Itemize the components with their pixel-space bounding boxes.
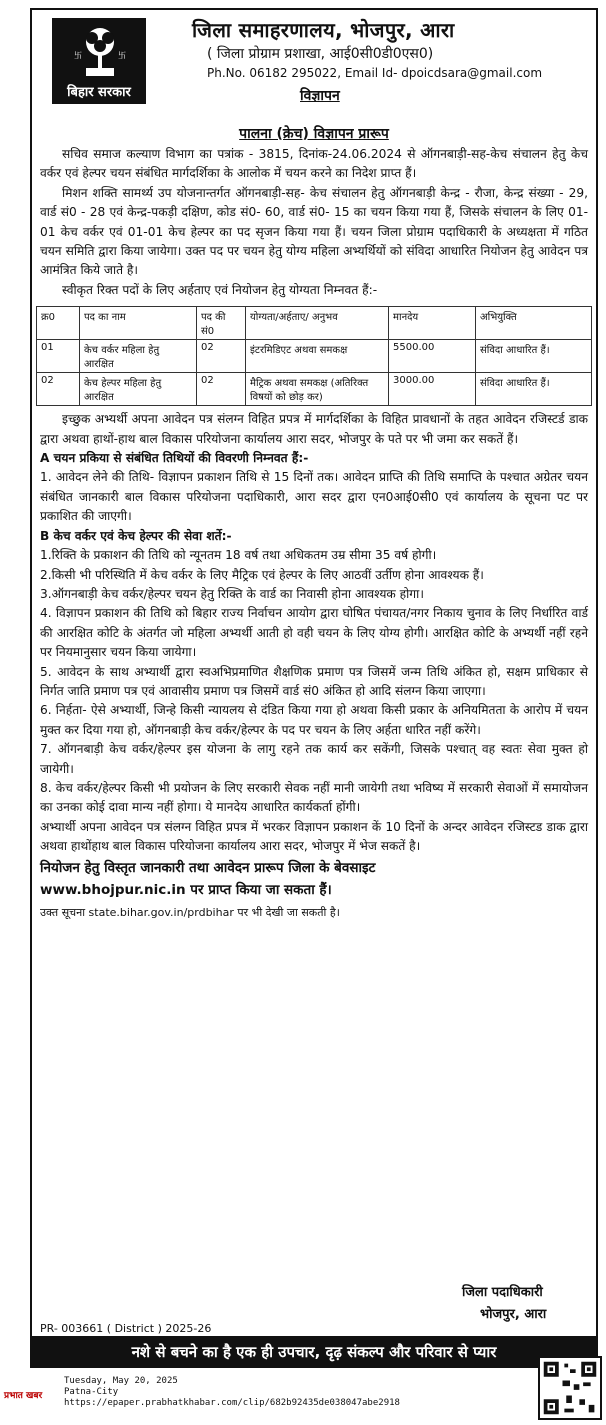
table-cell: 02 [197,340,246,373]
advertisement-sheet [30,8,598,1368]
table-header: क्र0 [37,307,80,340]
contact-line: Ph.No. 06182 295022, Email Id- dpoicdsara@gmail.com [207,66,543,80]
clipping-meta [64,1376,400,1409]
header [32,10,596,102]
signature-place: भोजपुर, आरा [480,1307,547,1322]
office-title: जिला समाहरणालय, भोजपुर, आरा [192,18,455,42]
pr-number: PR- 003661 ( District ) 2025-26 [40,1322,212,1335]
list-item: 6. निर्हता- ऐसे अभ्यार्थी, जिन्हे किसी न्यायलय से दंडित किया गया हो अथवा किसी प्रकार के अनियमितता के आरोप में चयन मुक्त कर दिया गया हो, ऑगनबाड़ी केच वर्कर/हेल्पर के पद पर चयन के लिए अर्हता धारित नहीं करेंगे। [40,703,588,737]
slogan-banner: नशे से बचने का है एक ही उपचार, दृढ़ संकल्प और परिवार से प्यार [30,1336,598,1368]
table-cell: इंटरमिडिएट अथवा समकक्ष [246,340,389,373]
table-row [37,340,592,373]
list-item: 3.ऑगनबाड़ी केच वर्कर/हेल्पर चयन हेतु रिक्ति के वार्ड का निवासी होना आवश्यक होगा। [40,586,424,601]
emblem-caption: बिहार सरकार [67,85,131,100]
table-cell: संविदा आधारित हैं। [476,340,592,373]
clip-date: Tuesday, May 20, 2025 [64,1376,178,1386]
list-item: 7. ऑगनबाड़ी केच वर्कर/हेल्पर इस योजना के लागु रहने तक कार्य कर सकेंगी, जिसके पश्चात् वह स्वतः सेवा मुक्त हो जायेगी। [40,742,588,776]
signature-title: जिला पदाधिकारी [462,1285,543,1300]
vacancy-table [36,306,592,406]
ad-title: पालना (क्रेच) विज्ञापन प्रारूप [239,126,389,142]
table-cell: संविदा आधारित हैं। [476,373,592,406]
clip-url[interactable]: https://epaper.prabhatkhabar.com/clip/682b92435de038047abe2918 [64,1398,400,1408]
office-wing: ( जिला प्रोग्राम प्रशाखा, आई0सी0डी0एस0) [207,46,434,62]
table-header: पद की सं0 [197,307,246,340]
paragraph-closing: अभ्यार्थी अपना आवेदन पत्र संलग्न विहित प्रपत्र में भरकर विज्ञापन प्रकाशन कें 10 दिनों के अन्दर आवेदन रजिस्टड डाक द्वारा अथवा हाथोंहाथ बाल विकास परियोजना कार्यालय आरा सदर, भोजपुर में भेज सकतें है। [40,819,588,854]
table-cell: 3000.00 [389,373,476,406]
list-item: 2.किसी भी परिस्थिति में केच वर्कर के लिए मैट्रिक एवं हेल्पर के लिए आठवीं उर्तीण होना आवश्यक हैं। [40,567,484,582]
table-header: पद का नाम [80,307,197,340]
website-line-1: नियोजन हेतु विस्तृत जानकारी तथा आवेदन प्रारूप जिला के बेवसाइट [40,859,376,876]
svg-text:卐: 卐 [118,51,126,60]
table-cell: 5500.00 [389,340,476,373]
table-cell: केच हेल्पर महिला हेतु आरक्षित [80,373,197,406]
qr-code-icon [538,1356,602,1420]
table-header: मानदेय [389,307,476,340]
list-item: 8. केच वर्कर/हेल्पर किसी भी प्रयोजन के लिए सरकारी सेवक नहीं मानी जायेगी तथा भविष्य में सरकारी सेवाओं में समायोजन का उनका कोई दावा मान्य नहीं होगा। ये मानदेय आधारित कार्यकर्ता होंगी। [40,780,588,815]
clipping-footer [0,1370,606,1425]
list-item: 1. आवेदन लेने की तिथि- विज्ञापन प्रकाशन तिथि से 15 दिनों तक। आवेदन प्राप्ति की तिथि समाप्ति के पश्चात अग्रेतर चयन संबंधित जानकारी बाल विकास परियोजना पदाधिकारी, आरा सदर द्वारा एन0आई0सी0 एवं कार्यालय के सूचना पट पर प्रकाशित की जाएगी। [40,470,588,524]
ad-label: विज्ञापन [300,88,340,104]
table-cell: 02 [37,373,80,406]
section-a-heading: A चयन प्रकिया से संबंधित तिथियों की विवरणी निम्नवत हैं:- [40,451,309,466]
table-header: अभियुक्ति [476,307,592,340]
paragraph-mission: मिशन शक्ति सामर्थ्य उप योजनान्तर्गत ऑगनबाड़ी-सह- केच संचालन हेतु ऑगनबाड़ी केन्द्र - रौजा, केन्द्र संख्या - 29, वार्ड सं0 - 28 एवं केन्द्र-पकड़ी दक्षिण, कोड सं0- 60, वार्ड सं0- 15 का चयन किया गया हैं, जिसके संचालन के लिए 01-01 केच वर्कर एवं 01-01 केच हेल्पर का पद सृजन किया गया हैं। चयन जिला प्रोग्राम पदाधिकारी के अध्यक्षता में गठित चयन समिति द्वारा किया जायेगा। उक्त पद पर चयन हेतु योग्य महिला अभ्यर्थियों को संविदा आधारित नियोजन हेतु आवेदन पत्र आमंत्रित किये जाते है। [40,185,588,278]
clip-edition: Patna-City [64,1387,119,1397]
svg-text:卐: 卐 [74,51,82,60]
list-item: 5. आवेदन के साथ अभ्यार्थी द्वारा स्वअभिप्रमाणित शैक्षणिक प्रमाण पत्र जिसमें जन्म तिथि अंकित हो, सक्षम प्राधिकार से निर्गत जाति प्रमाण पत्र एवं आवासीय प्रमाण पत्र जिसमें वार्ड सं0 अंकित हो आदि संलग्न किया जाएगा। [40,664,588,698]
bihar-emblem [52,18,146,104]
table-cell: 01 [37,340,80,373]
notice-line: उक्त सूचना state.bihar.gov.in/prdbihar पर भी देखी जा सकती है। [40,905,340,919]
table-cell: 02 [197,373,246,406]
newspaper-logo: प्रभात खबर [4,1391,43,1401]
paragraph-vacancy: स्वीकृत रिक्त पदों के लिए अर्हताए एवं नियोजन हेतु योग्यता निम्नवत हैं:- [62,282,378,297]
table-row [37,373,592,406]
table-header-row [37,307,592,340]
section-b-heading: B केच वर्कर एवं केच हेल्पर की सेवा शर्ते:- [40,528,232,543]
table-cell: केच वर्कर महिला हेतु आरक्षित [80,340,197,373]
table-cell: मैट्रिक अथवा समकक्ष (अतिरिक्त विषयों को छोड़ कर) [246,373,389,406]
list-item: 1.रिक्ति के प्रकाशन की तिथि को न्यूनतम 18 वर्ष तथा अधिकतम उम्र सीमा 35 वर्ष होगी। [40,548,437,563]
bodhi-tree-emblem-icon [74,26,126,80]
paragraph-intro: सचिव समाज कल्याण विभाग का पत्रांक - 3815, दिनांक-24.06.2024 से ऑगनबाड़ी-सह-केच संचालन हेतु केच वर्कर एवं हेल्पर चयन संबंधित मार्गदर्शिका के आलोक में चयन करने का निदेश प्राप्त हैं। [40,147,588,181]
list-item: 4. विज्ञापन प्रकाशन की तिथि को बिहार राज्य निर्वाचन आयोग द्वारा घोषित पंचायत/नगर निकाय चुनाव के लिए निर्धारित वार्ड की आरक्षित कोटि के अंतर्गत जो महिला अभ्यर्थी आती हो वही चयन के लिए योग्य होगी। आरक्षित कोटि के अभ्यर्थी नहीं रहने पर नियमानुसार चयन किया जायेगा। [40,606,588,660]
table-header: योग्यता/अर्हताए/ अनुभव [246,307,389,340]
paragraph-apply: इच्छुक अभ्यर्थी अपना आवेदन पत्र संलग्न विहित प्रपत्र में मार्गदर्शिका के विहित प्रावधानों के तहत आवेदन रजिस्टर्ड डाक द्वारा अथवा हाथों-हाथ बाल विकास परियोजना कार्यालय आरा सदर, भोजपुर के पते पर भी जमा कर सकतें हैं। [40,412,588,446]
website-line-2: www.bhojpur.nic.in पर प्राप्त किया जा सकता हैं। [40,881,332,898]
